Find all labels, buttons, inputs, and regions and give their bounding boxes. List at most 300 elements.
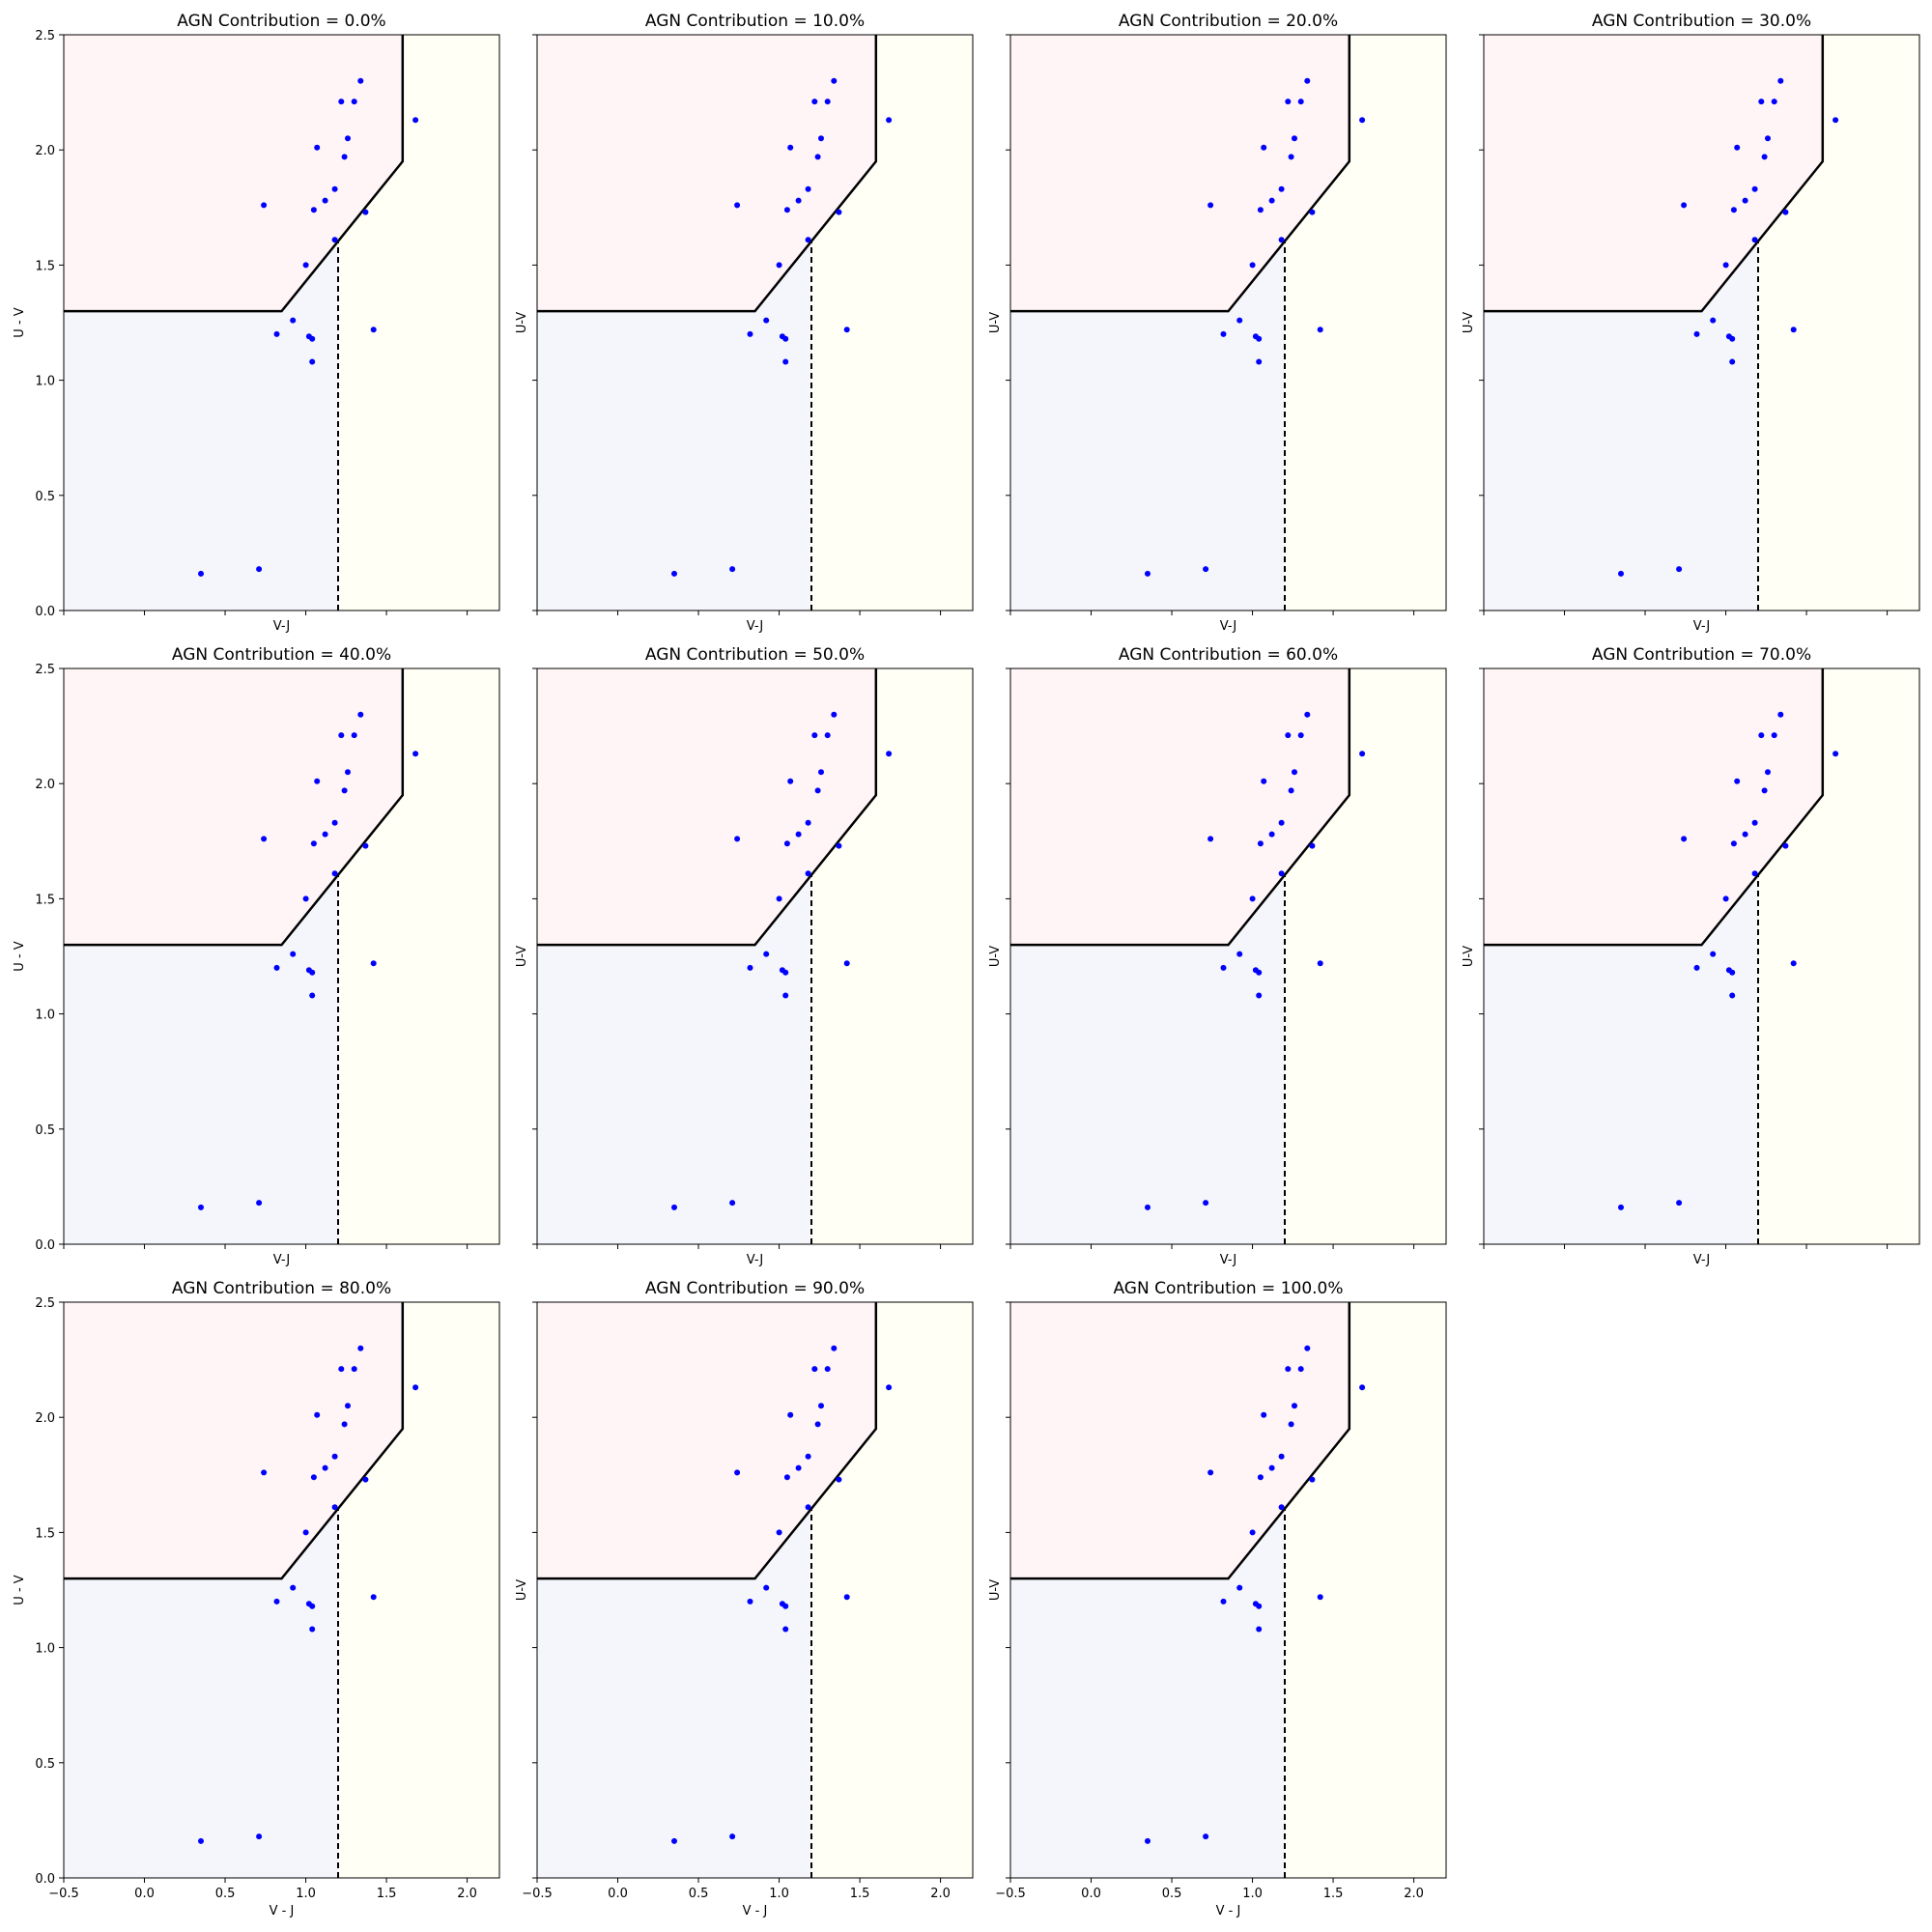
data-point — [1298, 1366, 1304, 1372]
data-point — [1279, 237, 1285, 242]
data-point — [782, 336, 788, 342]
data-point — [836, 1477, 841, 1483]
data-point — [342, 154, 348, 159]
data-point — [784, 840, 790, 846]
data-point — [784, 1474, 790, 1480]
panel-title: AGN Contribution = 60.0% — [1118, 645, 1339, 665]
data-point — [274, 331, 280, 337]
y-tick-label: 1.5 — [35, 893, 55, 908]
data-point — [782, 970, 788, 976]
data-point — [309, 993, 315, 999]
data-point — [1279, 186, 1285, 192]
data-point — [290, 318, 296, 324]
data-point — [371, 960, 377, 966]
data-point — [1731, 840, 1737, 846]
data-point — [1782, 843, 1788, 849]
data-point — [198, 571, 204, 577]
data-point — [1145, 571, 1151, 577]
data-point — [338, 1366, 344, 1372]
data-point — [836, 843, 841, 849]
data-point — [1772, 99, 1777, 104]
data-point — [1752, 237, 1758, 242]
data-point — [671, 1838, 677, 1844]
data-point — [777, 1529, 782, 1535]
data-point — [1269, 1465, 1275, 1471]
data-point — [357, 78, 363, 84]
data-point — [1710, 952, 1716, 957]
data-point — [314, 1412, 320, 1418]
data-point — [777, 262, 782, 268]
data-point — [787, 145, 793, 151]
data-point — [1256, 993, 1262, 999]
data-point — [309, 336, 315, 342]
data-point — [1729, 336, 1735, 342]
data-point — [806, 1504, 811, 1510]
data-point — [1777, 712, 1783, 718]
data-point — [1298, 99, 1304, 104]
x-axis-label: V-J — [1692, 619, 1711, 634]
data-point — [303, 262, 309, 268]
data-point — [371, 327, 377, 332]
data-point — [1236, 952, 1242, 957]
y-tick-label: 2.0 — [35, 144, 55, 159]
data-point — [796, 1465, 802, 1471]
data-point — [1694, 331, 1700, 337]
data-point — [357, 712, 363, 718]
y-axis-label: U-V — [515, 945, 529, 968]
x-tick-label: −0.5 — [995, 1887, 1026, 1901]
data-point — [1758, 732, 1764, 738]
data-point — [729, 1200, 735, 1206]
panel-title: AGN Contribution = 80.0% — [171, 1279, 392, 1298]
data-point — [734, 202, 740, 208]
panel-title: AGN Contribution = 20.0% — [1118, 12, 1339, 31]
data-point — [1694, 965, 1700, 971]
x-axis-label: V-J — [1219, 619, 1237, 634]
y-axis-label: U-V — [988, 311, 1003, 334]
panel-5 — [515, 645, 973, 1267]
data-point — [1221, 1599, 1227, 1605]
data-point — [734, 1469, 740, 1475]
data-point — [748, 331, 753, 337]
data-point — [274, 1599, 280, 1605]
data-point — [338, 99, 344, 104]
data-point — [342, 787, 348, 793]
data-point — [1729, 359, 1735, 365]
data-point — [261, 1469, 267, 1475]
data-point — [748, 965, 753, 971]
x-tick-label: 1.0 — [1242, 1887, 1263, 1901]
data-point — [782, 1627, 788, 1633]
data-point — [1203, 566, 1208, 572]
y-tick-label: 1.5 — [35, 1526, 55, 1542]
data-point — [332, 1504, 338, 1510]
data-point — [1208, 836, 1213, 841]
data-point — [1676, 1200, 1682, 1206]
x-tick-label: 0.0 — [1081, 1887, 1101, 1901]
data-point — [1304, 712, 1310, 718]
data-point — [309, 1627, 315, 1633]
data-point — [345, 1403, 351, 1408]
data-point — [332, 820, 338, 826]
data-point — [729, 566, 735, 572]
data-point — [1250, 1529, 1256, 1535]
x-tick-label: 1.0 — [769, 1887, 789, 1901]
data-point — [782, 359, 788, 365]
data-point — [886, 1384, 892, 1390]
data-point — [1318, 960, 1323, 966]
data-point — [1309, 843, 1315, 849]
data-point — [1250, 262, 1256, 268]
data-point — [412, 117, 418, 123]
data-point — [1762, 154, 1768, 159]
y-tick-label: 0.0 — [35, 1872, 55, 1887]
data-point — [825, 1366, 831, 1372]
data-point — [1765, 135, 1771, 141]
y-axis-label: U-V — [1462, 945, 1476, 968]
data-point — [1710, 318, 1716, 324]
y-tick-label: 2.0 — [35, 1411, 55, 1427]
data-point — [309, 359, 315, 365]
data-point — [314, 779, 320, 784]
data-point — [1203, 1833, 1208, 1839]
data-point — [1618, 571, 1624, 577]
x-axis-label: V-J — [1692, 1253, 1711, 1267]
x-axis-label: V - J — [1215, 1904, 1241, 1918]
data-point — [1256, 1627, 1262, 1633]
data-point — [1279, 1504, 1285, 1510]
panel-9 — [515, 1279, 973, 1918]
data-point — [311, 1474, 317, 1480]
data-point — [1236, 1585, 1242, 1591]
data-point — [198, 1838, 204, 1844]
data-point — [818, 135, 824, 141]
y-axis-label: U - V — [13, 307, 27, 338]
x-axis-label: V-J — [272, 619, 291, 634]
data-point — [1833, 117, 1838, 123]
panel-8 — [13, 1279, 499, 1918]
data-point — [1731, 207, 1737, 213]
data-point — [796, 198, 802, 204]
panel-title: AGN Contribution = 40.0% — [171, 645, 392, 665]
data-point — [357, 1346, 363, 1351]
data-point — [342, 1421, 348, 1427]
data-point — [1743, 198, 1748, 204]
data-point — [1729, 993, 1735, 999]
x-tick-label: 0.5 — [688, 1887, 709, 1901]
panel-title: AGN Contribution = 30.0% — [1591, 12, 1812, 31]
y-axis-label: U - V — [13, 941, 27, 972]
panel-0 — [13, 12, 499, 634]
data-point — [1723, 262, 1729, 268]
data-point — [352, 732, 357, 738]
data-point — [256, 1833, 262, 1839]
data-point — [332, 186, 338, 192]
data-point — [1292, 1403, 1297, 1408]
y-tick-label: 1.5 — [35, 259, 55, 274]
data-point — [1772, 732, 1777, 738]
data-point — [1208, 202, 1213, 208]
panel-title: AGN Contribution = 0.0% — [177, 12, 386, 31]
x-axis-label: V - J — [269, 1904, 295, 1918]
y-tick-label: 0.0 — [35, 1238, 55, 1253]
data-point — [1292, 769, 1297, 775]
data-point — [787, 1412, 793, 1418]
data-point — [1221, 965, 1227, 971]
x-axis-label: V - J — [742, 1904, 768, 1918]
data-point — [1261, 779, 1266, 784]
x-tick-label: 1.5 — [1322, 1887, 1344, 1901]
data-point — [782, 993, 788, 999]
data-point — [1752, 820, 1758, 826]
data-point — [806, 820, 811, 826]
panel-2 — [988, 12, 1446, 634]
y-axis-label: U-V — [515, 311, 529, 334]
data-point — [811, 1366, 817, 1372]
data-point — [256, 1200, 262, 1206]
x-tick-label: −0.5 — [48, 1887, 79, 1901]
data-point — [412, 751, 418, 756]
data-point — [1285, 732, 1291, 738]
data-point — [311, 207, 317, 213]
y-tick-label: 0.0 — [35, 605, 55, 619]
x-tick-label: 0.5 — [1161, 1887, 1182, 1901]
data-point — [1618, 1205, 1624, 1210]
data-point — [1258, 1474, 1264, 1480]
data-point — [256, 566, 262, 572]
data-point — [1279, 1454, 1285, 1460]
data-point — [784, 207, 790, 213]
data-point — [811, 99, 817, 104]
x-tick-label: 0.0 — [608, 1887, 628, 1901]
x-tick-label: 0.0 — [134, 1887, 155, 1901]
data-point — [1681, 202, 1687, 208]
data-point — [1258, 207, 1264, 213]
y-tick-label: 2.5 — [35, 29, 55, 43]
data-point — [782, 1604, 788, 1609]
data-point — [825, 732, 831, 738]
data-point — [886, 117, 892, 123]
data-point — [1221, 331, 1227, 337]
data-point — [1723, 895, 1729, 901]
data-point — [1285, 99, 1291, 104]
data-point — [1298, 732, 1304, 738]
data-point — [323, 198, 328, 204]
data-point — [815, 154, 821, 159]
data-point — [806, 870, 811, 876]
data-point — [1250, 895, 1256, 901]
data-point — [1743, 832, 1748, 838]
data-point — [831, 712, 837, 718]
data-point — [1145, 1205, 1151, 1210]
data-point — [362, 210, 368, 215]
data-point — [311, 840, 317, 846]
data-point — [1359, 1384, 1365, 1390]
panel-10 — [988, 1279, 1446, 1918]
data-point — [1203, 1200, 1208, 1206]
y-axis-label: U-V — [988, 945, 1003, 968]
y-axis-label: U-V — [515, 1578, 529, 1602]
y-tick-label: 2.0 — [35, 778, 55, 793]
data-point — [261, 836, 267, 841]
data-point — [763, 1585, 769, 1591]
data-point — [1261, 145, 1266, 151]
data-point — [777, 895, 782, 901]
data-point — [1256, 1604, 1262, 1609]
data-point — [806, 237, 811, 242]
data-point — [1734, 779, 1740, 784]
data-point — [198, 1205, 204, 1210]
x-tick-label: 1.5 — [849, 1887, 870, 1901]
data-point — [1269, 198, 1275, 204]
data-point — [811, 732, 817, 738]
data-point — [1318, 1594, 1323, 1600]
data-point — [831, 78, 837, 84]
data-point — [345, 135, 351, 141]
data-point — [1777, 78, 1783, 84]
data-point — [1258, 840, 1264, 846]
data-point — [1309, 210, 1315, 215]
panel-title: AGN Contribution = 100.0% — [1113, 1279, 1344, 1298]
x-tick-label: 1.0 — [296, 1887, 316, 1901]
y-tick-label: 1.0 — [35, 1008, 55, 1023]
data-point — [671, 571, 677, 577]
x-tick-label: 1.5 — [376, 1887, 397, 1901]
data-point — [323, 832, 328, 838]
data-point — [1236, 318, 1242, 324]
data-point — [345, 769, 351, 775]
data-point — [1791, 960, 1797, 966]
data-point — [352, 1366, 357, 1372]
data-point — [806, 186, 811, 192]
data-point — [332, 1454, 338, 1460]
data-point — [274, 965, 280, 971]
data-point — [1681, 836, 1687, 841]
data-point — [1256, 970, 1262, 976]
data-point — [763, 952, 769, 957]
data-point — [332, 870, 338, 876]
data-point — [844, 960, 850, 966]
data-point — [1318, 327, 1323, 332]
data-point — [1758, 99, 1764, 104]
y-tick-label: 1.0 — [35, 1641, 55, 1657]
data-point — [1762, 787, 1768, 793]
data-point — [412, 1384, 418, 1390]
y-tick-label: 0.5 — [35, 1122, 55, 1138]
x-axis-label: V-J — [746, 1253, 764, 1267]
data-point — [1256, 336, 1262, 342]
data-point — [1289, 787, 1294, 793]
data-point — [1279, 820, 1285, 826]
x-tick-label: 2.0 — [457, 1887, 477, 1901]
y-tick-label: 2.5 — [35, 663, 55, 677]
x-tick-label: 2.0 — [930, 1887, 951, 1901]
x-tick-label: 2.0 — [1404, 1887, 1424, 1901]
data-point — [1309, 1477, 1315, 1483]
data-point — [1285, 1366, 1291, 1372]
data-point — [734, 836, 740, 841]
y-axis-label: U - V — [13, 1575, 27, 1605]
data-point — [1765, 769, 1771, 775]
data-point — [309, 1604, 315, 1609]
panel-4 — [13, 645, 499, 1267]
data-point — [362, 1477, 368, 1483]
data-point — [352, 99, 357, 104]
data-point — [1359, 751, 1365, 756]
panel-6 — [988, 645, 1446, 1267]
data-point — [314, 145, 320, 151]
panel-title: AGN Contribution = 50.0% — [644, 645, 866, 665]
data-point — [886, 751, 892, 756]
y-tick-label: 2.5 — [35, 1296, 55, 1311]
panel-title: AGN Contribution = 90.0% — [644, 1279, 866, 1298]
data-point — [1782, 210, 1788, 215]
data-point — [1734, 145, 1740, 151]
data-point — [787, 779, 793, 784]
y-axis-label: U-V — [1462, 311, 1476, 334]
data-point — [818, 1403, 824, 1408]
data-point — [1261, 1412, 1266, 1418]
data-point — [338, 732, 344, 738]
data-point — [1729, 970, 1735, 976]
panel-1 — [515, 12, 973, 634]
data-point — [1279, 870, 1285, 876]
x-tick-label: −0.5 — [522, 1887, 553, 1901]
data-point — [1208, 1469, 1213, 1475]
data-point — [806, 1454, 811, 1460]
data-point — [1289, 154, 1294, 159]
data-point — [332, 237, 338, 242]
data-point — [825, 99, 831, 104]
data-point — [1359, 117, 1365, 123]
data-point — [1304, 1346, 1310, 1351]
panel-title: AGN Contribution = 70.0% — [1591, 645, 1812, 665]
data-point — [1292, 135, 1297, 141]
data-point — [309, 970, 315, 976]
x-axis-label: V-J — [746, 619, 764, 634]
data-point — [818, 769, 824, 775]
data-point — [748, 1599, 753, 1605]
data-point — [1269, 832, 1275, 838]
data-point — [729, 1833, 735, 1839]
data-point — [844, 1594, 850, 1600]
x-axis-label: V-J — [1219, 1253, 1237, 1267]
y-tick-label: 1.0 — [35, 374, 55, 389]
data-point — [323, 1465, 328, 1471]
data-point — [1289, 1421, 1294, 1427]
panel-3 — [1462, 12, 1919, 634]
data-point — [1752, 186, 1758, 192]
panel-title: AGN Contribution = 10.0% — [644, 12, 866, 31]
data-point — [1833, 751, 1838, 756]
data-point — [796, 832, 802, 838]
data-point — [815, 787, 821, 793]
data-point — [303, 895, 309, 901]
y-tick-label: 0.5 — [35, 489, 55, 504]
data-point — [831, 1346, 837, 1351]
data-point — [303, 1529, 309, 1535]
data-point — [836, 210, 841, 215]
data-point — [290, 1585, 296, 1591]
data-point — [671, 1205, 677, 1210]
data-point — [815, 1421, 821, 1427]
data-point — [844, 327, 850, 332]
data-point — [1145, 1838, 1151, 1844]
data-point — [763, 318, 769, 324]
y-tick-label: 0.5 — [35, 1756, 55, 1772]
data-point — [371, 1594, 377, 1600]
y-axis-label: U-V — [988, 1578, 1003, 1602]
